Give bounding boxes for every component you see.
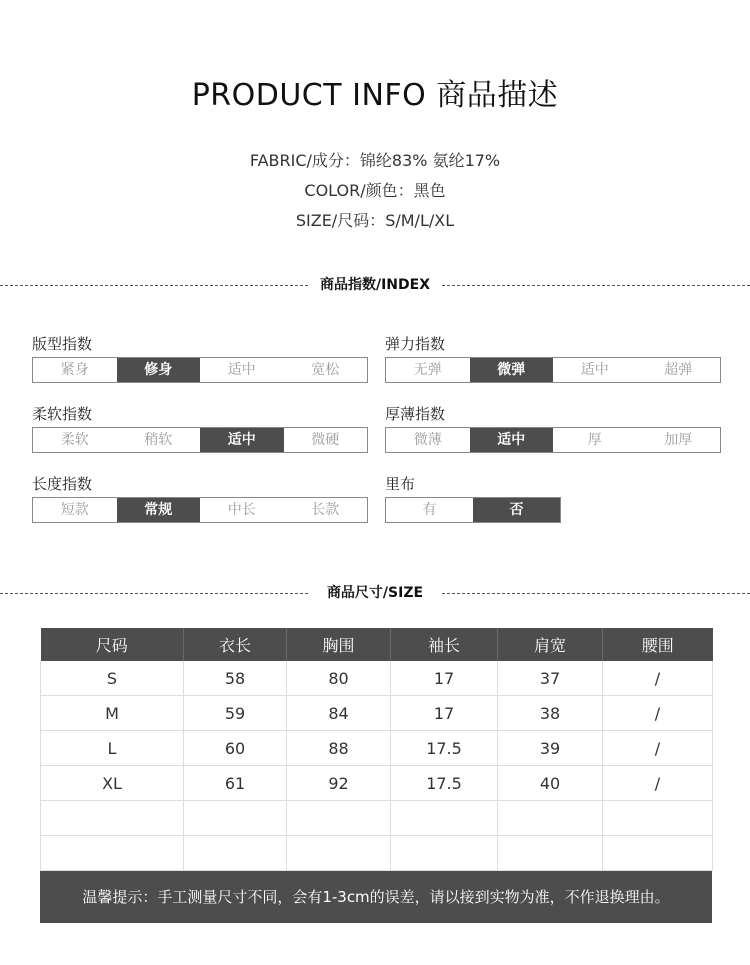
- notice-banner: 温馨提示：手工测量尺寸不同，会有1-3cm的误差，请以接到实物为准，不作退换理由。: [40, 871, 712, 923]
- column-header: 尺码: [41, 628, 184, 661]
- index-group: [32, 403, 368, 453]
- index-option: 长款: [311, 502, 340, 518]
- index-scale: [385, 427, 721, 453]
- table-cell: /: [603, 661, 713, 696]
- index-section-header: [0, 275, 750, 295]
- table-cell: 80: [287, 661, 391, 696]
- table-cell: 88: [287, 731, 391, 766]
- table-row: [41, 661, 713, 696]
- index-group: [32, 473, 368, 523]
- index-group-label: 长度指数: [32, 475, 93, 493]
- index-option: 微硬: [311, 432, 340, 448]
- table-cell: 17: [391, 696, 498, 731]
- table-row: [41, 766, 713, 801]
- index-group: [385, 333, 721, 383]
- index-option: 中长: [227, 502, 256, 518]
- column-header: 衣长: [184, 628, 287, 661]
- index-group-label: 弹力指数: [385, 335, 446, 353]
- column-header: 袖长: [391, 628, 498, 661]
- table-cell: 92: [287, 766, 391, 801]
- table-cell: /: [603, 731, 713, 766]
- size-line: SIZE/尺码：S/M/L/XL: [295, 211, 455, 230]
- table-cell: [603, 836, 713, 871]
- index-option: 适中: [227, 362, 256, 378]
- index-section-title: 商品指数/INDEX: [319, 277, 431, 293]
- index-option: 柔软: [60, 432, 89, 448]
- size-section-header: [0, 583, 750, 603]
- index-group-label: 柔软指数: [32, 405, 93, 423]
- table-cell: 60: [184, 731, 287, 766]
- index-option-selected: 常规: [117, 498, 201, 522]
- index-group-label: 里布: [385, 475, 416, 493]
- index-option: 超弹: [664, 362, 693, 378]
- index-group-label: 版型指数: [32, 335, 93, 353]
- index-option: 有: [422, 502, 437, 518]
- index-option-selected: 否: [473, 498, 560, 522]
- index-option: 稍软: [144, 432, 173, 448]
- table-cell: /: [603, 766, 713, 801]
- table-cell: [498, 836, 603, 871]
- table-cell: 59: [184, 696, 287, 731]
- index-option: 加厚: [664, 432, 693, 448]
- index-group: [32, 333, 368, 383]
- index-option: 无弹: [413, 362, 442, 378]
- table-cell: [41, 836, 184, 871]
- index-option-selected: 适中: [200, 428, 284, 452]
- index-option: 适中: [580, 362, 609, 378]
- index-group: [385, 403, 721, 453]
- index-scale: [32, 357, 368, 383]
- color-line: COLOR/颜色：黑色: [304, 181, 446, 200]
- table-cell: 40: [498, 766, 603, 801]
- table-cell: [498, 801, 603, 836]
- column-header: 肩宽: [498, 628, 603, 661]
- table-cell: [287, 801, 391, 836]
- index-option: 宽松: [311, 362, 340, 378]
- table-cell: 37: [498, 661, 603, 696]
- table-row: [41, 801, 713, 836]
- column-header: 腰围: [603, 628, 713, 661]
- table-cell: 17: [391, 661, 498, 696]
- index-option-selected: 微弹: [470, 358, 554, 382]
- table-cell: S: [41, 661, 184, 696]
- page-title: PRODUCT INFO 商品描述: [191, 78, 559, 113]
- fabric-line: FABRIC/成分：锦纶83% 氨纶17%: [249, 151, 501, 170]
- column-header: 胸围: [287, 628, 391, 661]
- table-cell: /: [603, 696, 713, 731]
- table-row: [41, 836, 713, 871]
- size-section-title: 商品尺寸/SIZE: [326, 585, 424, 601]
- table-cell: [391, 801, 498, 836]
- table-cell: 58: [184, 661, 287, 696]
- table-cell: 38: [498, 696, 603, 731]
- size-table-header: [41, 628, 713, 661]
- table-cell: 39: [498, 731, 603, 766]
- table-cell: [41, 801, 184, 836]
- table-cell: 61: [184, 766, 287, 801]
- index-option: 紧身: [60, 362, 89, 378]
- table-cell: 17.5: [391, 731, 498, 766]
- table-cell: [287, 836, 391, 871]
- index-scale: [385, 497, 561, 523]
- index-option-selected: 修身: [117, 358, 201, 382]
- product-specs: [0, 146, 750, 236]
- index-option: 厚: [587, 432, 602, 448]
- index-scale: [385, 357, 721, 383]
- index-option-selected: 适中: [470, 428, 554, 452]
- table-cell: M: [41, 696, 184, 731]
- index-group-label: 厚薄指数: [385, 405, 446, 423]
- table-cell: 17.5: [391, 766, 498, 801]
- index-option: 微薄: [413, 432, 442, 448]
- table-row: [41, 696, 713, 731]
- table-cell: 84: [287, 696, 391, 731]
- table-cell: [391, 836, 498, 871]
- table-row: [41, 731, 713, 766]
- index-group: [385, 473, 561, 523]
- size-table: [40, 628, 713, 871]
- table-cell: L: [41, 731, 184, 766]
- index-scale: [32, 497, 368, 523]
- table-cell: [603, 801, 713, 836]
- table-cell: XL: [41, 766, 184, 801]
- table-cell: [184, 801, 287, 836]
- index-option: 短款: [60, 502, 89, 518]
- table-cell: [184, 836, 287, 871]
- index-scale: [32, 427, 368, 453]
